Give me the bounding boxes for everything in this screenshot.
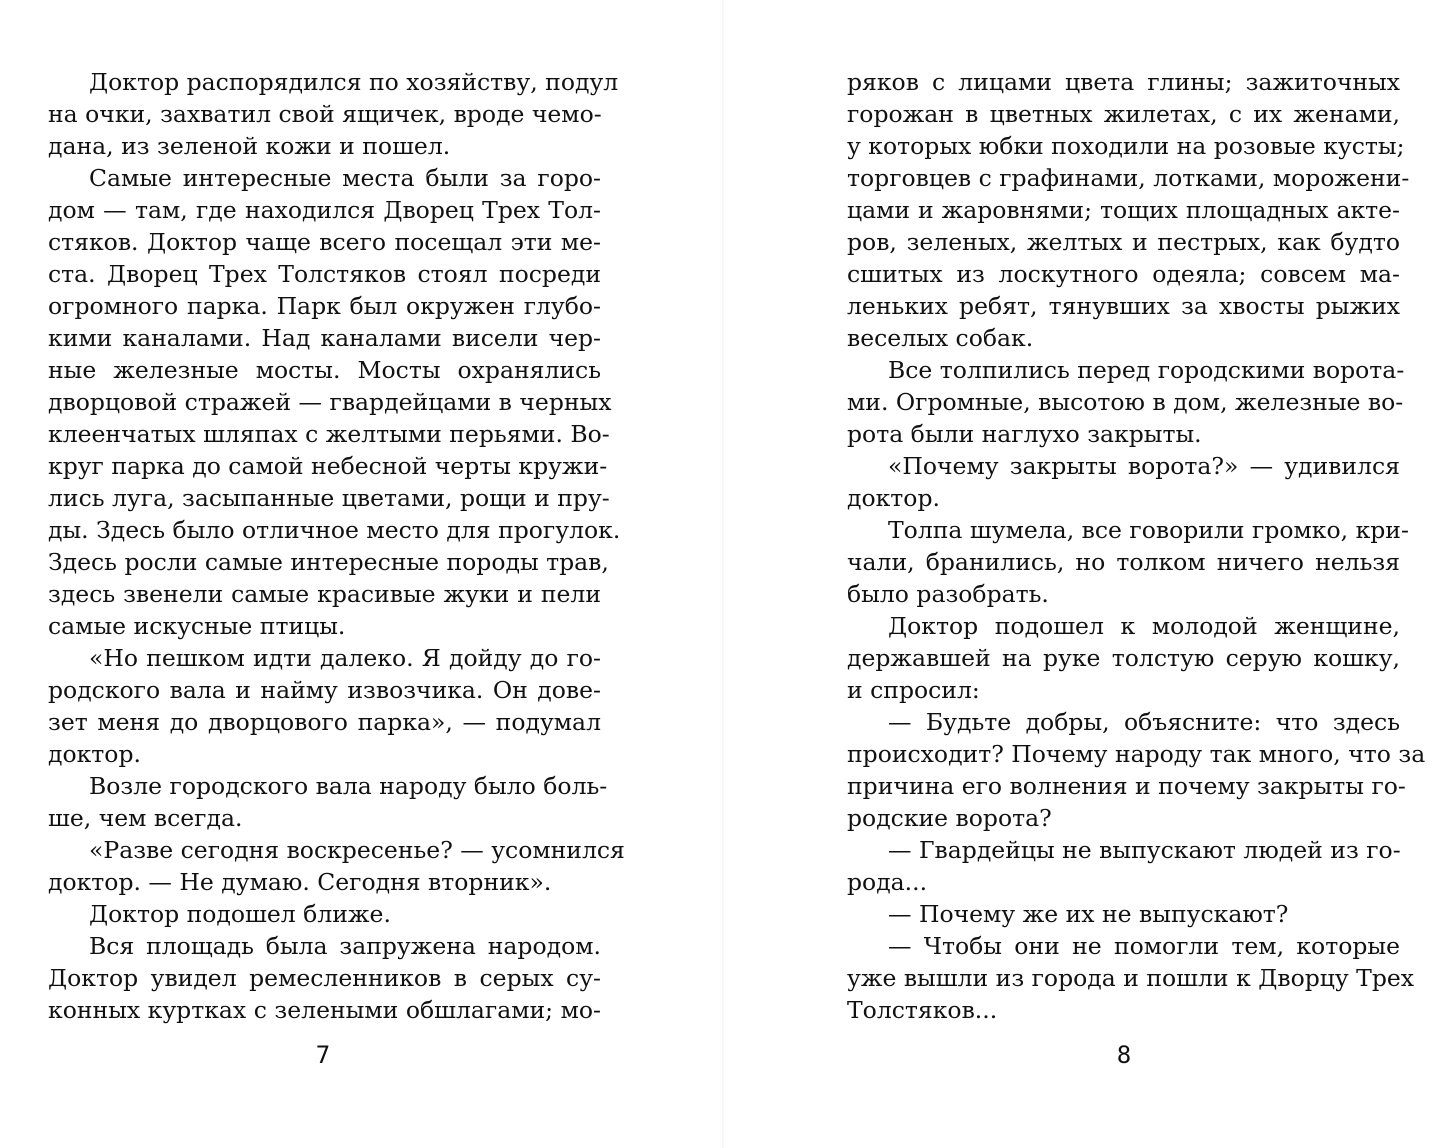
text-line: Вся площадь была запружена народом. [89, 932, 601, 960]
text-line: «Разве сегодня воскресенье? — усомнился [89, 836, 625, 864]
text-line: Доктор подошел к молодой женщине, [888, 612, 1400, 640]
text-line: на очки, захватил свой ящичек, вроде чемо- [48, 100, 602, 128]
text-line: чали, бранились, но толком ничего нельзя [847, 548, 1400, 576]
text-line: дана, из зеленой кожи и пошел. [48, 132, 451, 160]
text-line: ные железные мосты. Мосты охранялись [48, 356, 601, 384]
right-page [724, 0, 1446, 1148]
text-line: круг парка до самой небесной черты кружи- [48, 452, 608, 480]
text-line: лись луга, засыпанные цветами, рощи и пру- [48, 484, 610, 512]
text-line: было разобрать. [847, 580, 1049, 608]
text-line: причина его волнения и почему закрыты го- [847, 772, 1406, 800]
text-line: происходит? Почему народу так много, что за [847, 740, 1426, 768]
text-line: рота были наглухо закрыты. [847, 420, 1202, 448]
text-line: у которых юбки походили на розовые кусты; [847, 132, 1405, 160]
text-line: ров, зеленых, желтых и пестрых, как будто [847, 228, 1400, 256]
text-line: клеенчатых шляпах с желтыми перьями. Во- [48, 420, 610, 448]
text-line: — Гвардейцы не выпускают людей из го- [888, 836, 1401, 864]
text-line: зет меня до дворцового парка», — подумал [48, 708, 601, 736]
text-line: самые искусные птицы. [48, 612, 346, 640]
text-line: доктор. — Не думаю. Сегодня вторник». [48, 868, 552, 896]
text-line: сшитых из лоскутного одеяла; совсем ма- [847, 260, 1400, 288]
text-line: ды. Здесь было отличное место для прогулок. [48, 516, 621, 544]
text-line: уже вышли из города и пошли к Дворцу Трех [847, 964, 1415, 992]
text-line: Толстяков... [847, 996, 998, 1024]
text-line: державшей на руке толстую серую кошку, [847, 644, 1400, 672]
left-page-number: 7 [315, 1041, 331, 1069]
left-page [0, 0, 722, 1148]
text-line: доктор. [48, 740, 141, 768]
text-line: ста. Дворец Трех Толстяков стоял посреди [48, 260, 601, 288]
text-line: Доктор подошел ближе. [89, 900, 391, 928]
text-line: Толпа шумела, все говорили громко, кри- [888, 516, 1409, 544]
text-line: доктор. [847, 484, 940, 512]
text-line: здесь звенели самые красивые жуки и пели [48, 580, 601, 608]
text-line: дворцовой стражей — гвардейцами в черных [48, 388, 612, 416]
text-line: кими каналами. Над каналами висели чер- [48, 324, 601, 352]
left-page-text [48, 66, 625, 1026]
text-line: рода... [847, 868, 928, 896]
right-page-number: 8 [1116, 1041, 1132, 1069]
text-line: Все толпились перед городскими ворота- [888, 356, 1405, 384]
text-line: ряков с лицами цвета глины; зажиточных [847, 68, 1400, 96]
text-line: горожан в цветных жилетах, с их женами, [847, 100, 1400, 128]
text-line: веселых собак. [847, 324, 1034, 352]
text-line: родского вала и найму извозчика. Он дове- [48, 676, 601, 704]
text-line: огромного парка. Парк был окружен глубо- [48, 292, 601, 320]
text-line: Здесь росли самые интересные породы трав, [48, 548, 609, 576]
text-line: Самые интересные места были за горо- [89, 164, 601, 192]
right-page-text [847, 66, 1426, 1026]
text-line: Доктор увидел ремесленников в серых су- [48, 964, 601, 992]
text-line: «Почему закрыты ворота?» — удивился [888, 452, 1400, 480]
text-line: леньких ребят, тянувших за хвосты рыжих [847, 292, 1400, 320]
text-line: — Почему же их не выпускают? [888, 900, 1289, 928]
text-line: стяков. Доктор чаще всего посещал эти ме- [48, 228, 601, 256]
text-line: торговцев с графинами, лотками, морожени- [847, 164, 1410, 192]
text-line: — Чтобы они не помогли тем, которые [888, 932, 1400, 960]
text-line: ми. Огромные, высотою в дом, железные во- [847, 388, 1404, 416]
text-line: конных куртках с зелеными обшлагами; мо- [48, 996, 601, 1024]
text-line: ше, чем всегда. [48, 804, 243, 832]
text-line: — Будьте добры, объясните: что здесь [888, 708, 1400, 736]
text-line: «Но пешком идти далеко. Я дойду до го- [89, 644, 601, 672]
text-line: Доктор распорядился по хозяйству, подул [89, 68, 619, 96]
text-line: родские ворота? [847, 804, 1052, 832]
text-line: и спросил: [847, 676, 980, 704]
text-line: дом — там, где находился Дворец Трех Тол- [48, 196, 601, 224]
text-line: цами и жаровнями; тощих площадных акте- [847, 196, 1400, 224]
text-line: Возле городского вала народу было боль- [89, 772, 608, 800]
